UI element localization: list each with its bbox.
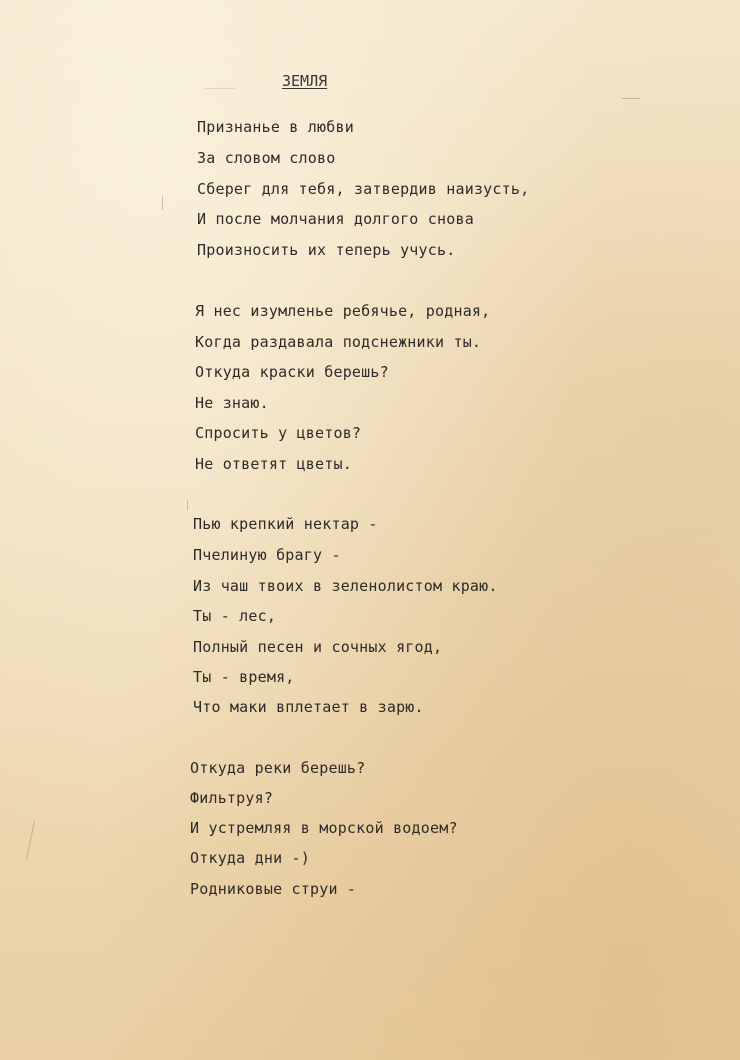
poem-line: Откуда дни -) xyxy=(190,849,310,867)
poem-line: Пчелиную брагу - xyxy=(193,546,341,564)
paper-mark xyxy=(205,88,235,89)
poem-line: Из чаш твоих в зеленолистом краю. xyxy=(193,577,498,595)
poem-line: Откуда реки берешь? xyxy=(190,759,366,777)
poem-line: Что маки вплетает в зарю. xyxy=(193,698,424,716)
paper-mark xyxy=(26,820,35,859)
poem-line: Фильтруя? xyxy=(190,789,274,807)
paper-mark xyxy=(187,500,188,510)
poem-line: Ты - время, xyxy=(193,668,295,686)
poem-line: Произносить их теперь учусь. xyxy=(197,241,456,259)
poem-line: Родниковые струи - xyxy=(190,880,357,898)
poem-title: ЗЕМЛЯ xyxy=(282,72,328,90)
poem-line: И после молчания долгого снова xyxy=(197,210,474,228)
poem-line: Когда раздавала подснежники ты. xyxy=(195,333,482,351)
poem-line: И устремляя в морской водоем? xyxy=(190,819,458,837)
paper-mark xyxy=(162,196,163,210)
poem-line: За словом слово xyxy=(197,149,336,167)
poem-line: Пью крепкий нектар - xyxy=(193,515,378,533)
poem-line: Я нес изумленье ребячье, родная, xyxy=(195,302,491,320)
poem-line: Ты - лес, xyxy=(193,607,277,625)
poem-line: Не знаю. xyxy=(195,394,269,412)
poem-line: Не ответят цветы. xyxy=(195,455,352,473)
poem-line: Признанье в любви xyxy=(197,118,354,136)
poem-line: Сберег для тебя, затвердив наизусть, xyxy=(197,180,530,198)
poem-line: Спросить у цветов? xyxy=(195,424,362,442)
poem-line: Полный песен и сочных ягод, xyxy=(193,638,443,656)
paper-mark xyxy=(622,98,640,99)
poem-line: Откуда краски берешь? xyxy=(195,363,389,381)
